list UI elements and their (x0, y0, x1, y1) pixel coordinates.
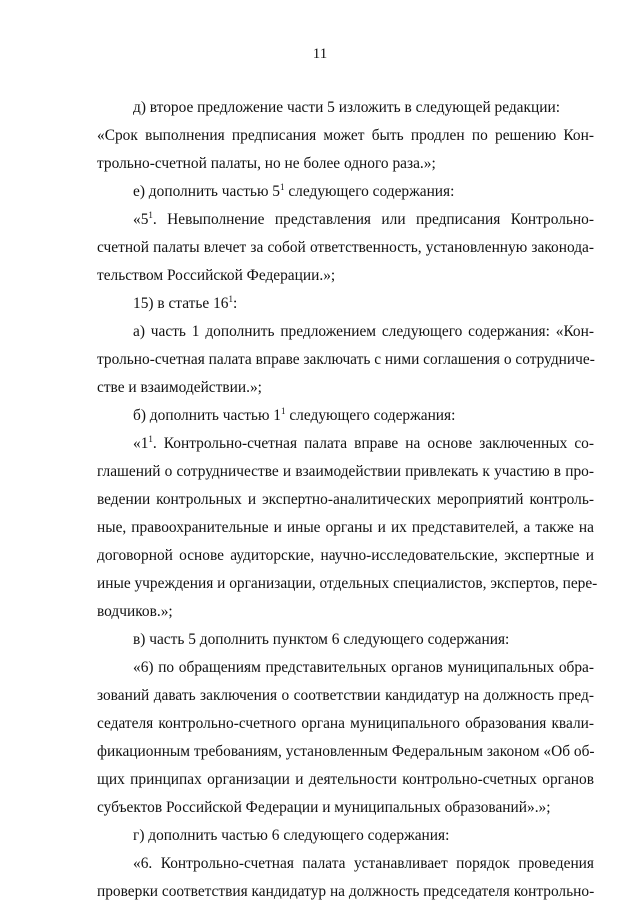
paragraph-line: счетной палаты влечет за собой ответственность, установленную законода- (97, 239, 594, 256)
paragraph-line: проверки соответствия кандидатур на должность председателя контрольно- (97, 883, 595, 900)
paragraph-line: «Срок выполнения предписания может быть продлен по решению Кон- (97, 127, 594, 144)
page-number: 11 (312, 46, 328, 62)
paragraph-line: договорной основе аудиторские, научно-исследовательские, экспертные и (97, 547, 594, 564)
paragraph-line: «6. Контрольно-счетная палата устанавливает порядок проведения (133, 855, 594, 872)
paragraph-line: «$5^1$. Невыполнение представления или предписания Контрольно- (133, 210, 594, 228)
paragraph-line: ные, правоохранительные и иные органы и их представителей, а также на (97, 519, 594, 536)
paragraph-line: щих принципах организации и деятельности контрольно-счетных органов (97, 771, 594, 788)
paragraph-line: глашений о сотрудничестве и взаимодействии привлекать к участию в про- (97, 463, 594, 480)
paragraph-line: ведении контрольных и экспертно-аналитических мероприятий контроль- (97, 491, 594, 508)
paragraph-line: седателя контрольно-счетного органа муниципального образования квали- (97, 715, 594, 732)
paragraph-line: субъектов Российской Федерации и муниципальных образований».»; (97, 799, 551, 816)
paragraph-line: стве и взаимодействии.»; (97, 379, 262, 396)
paragraph-line: в) часть 5 дополнить пунктом 6 следующего содержания: (133, 631, 510, 648)
paragraph-line: зований давать заключения о соответствии кандидатур на должность пред- (97, 687, 594, 704)
paragraph-line: иные учреждения и организации, отдельных специалистов, экспертов, пере- (97, 575, 598, 592)
paragraph-line: 15) в статье $16^1$: (133, 294, 238, 312)
paragraph-line: трольно-счетная палата вправе заключать с ними соглашения о сотрудниче- (97, 351, 595, 368)
paragraph-line: «$1^1$. Контрольно-счетная палата вправе на основе заключенных со- (133, 434, 594, 452)
paragraph-line: е) дополнить частью $5^1$ следующего содержания: (133, 182, 455, 200)
paragraph-line: б) дополнить частью $1^1$ следующего содержания: (133, 406, 456, 424)
paragraph-line: г) дополнить частью 6 следующего содержания: (133, 827, 450, 844)
paragraph-line: д) второе предложение части 5 изложить в следующей редакции: (133, 99, 560, 116)
paragraph-line: «6) по обращениям представительных органов муниципальных обра- (133, 659, 594, 676)
paragraph-line: тельством Российской Федерации.»; (97, 267, 336, 284)
paragraph-line: водчиков.»; (97, 603, 173, 620)
paragraph-line: а) часть 1 дополнить предложением следующего содержания: «Кон- (133, 323, 594, 340)
paragraph-line: фикационным требованиям, установленным Федеральным законом «Об об- (97, 743, 595, 760)
paragraph-line: трольно-счетной палаты, но не более одного раза.»; (97, 155, 436, 172)
